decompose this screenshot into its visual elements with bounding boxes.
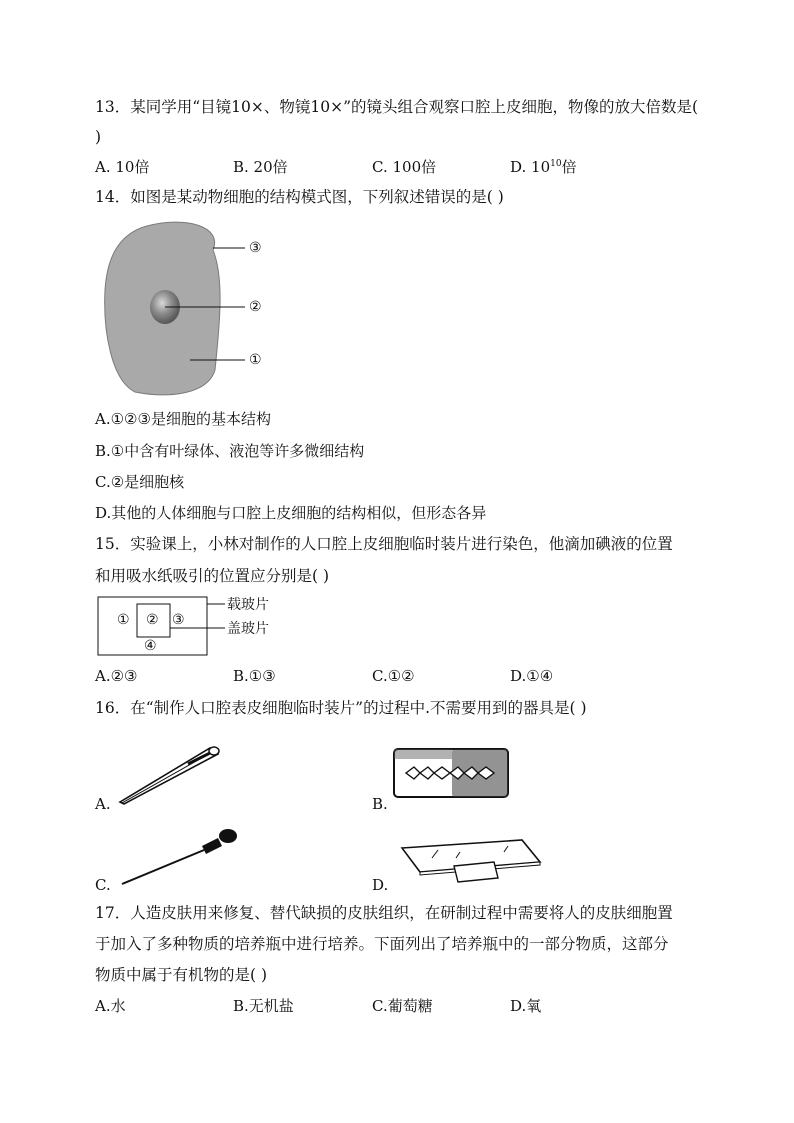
slide-coverslip-icon [398,836,546,888]
q13-option-a[interactable]: A. 10倍 [95,158,150,176]
q15-stem-line1: 15．实验课上，小林对制作的人口腔上皮细胞临时装片进行染色，他滴加碘液的位置 [95,535,673,553]
cell-label-1: ① [249,352,262,368]
q17-stem-line2: 于加入了多种物质的培养瓶中进行培养。下面列出了培养瓶中的一部分物质，这部分 [95,935,669,953]
q16-option-d[interactable]: D. [372,876,389,894]
q17-option-d[interactable]: D.氧 [510,997,542,1015]
q13-option-c[interactable]: C. 100倍 [372,158,437,176]
q17-stem-line3: 物质中属于有机物的是( ) [95,966,268,984]
q17-option-c[interactable]: C.葡萄糖 [372,997,433,1015]
tweezers-icon [118,742,223,804]
q16-option-b[interactable]: B. [372,795,388,813]
q13-option-d-prefix: D. 10 [510,158,551,176]
slide-position-2: ② [146,612,159,628]
q15-option-a[interactable]: A.②③ [95,667,138,685]
razor-blade-icon [392,746,512,801]
cell-label-3: ③ [249,240,262,256]
slide-position-1: ① [117,612,130,628]
q14-stem: 14．如图是某动物细胞的结构模式图，下列叙述错误的是( ) [95,188,504,206]
q14-option-b[interactable]: B.①中含有叶绿体、液泡等许多微细结构 [95,442,365,460]
q13-option-d-exponent: 10 [550,159,562,169]
q16-option-c[interactable]: C. [95,876,111,894]
q15-option-c[interactable]: C.①② [372,667,415,685]
q17-option-a[interactable]: A.水 [95,997,126,1015]
q14-option-a[interactable]: A.①②③是细胞的基本结构 [95,410,271,428]
q15-stem-line2: 和用吸水纸吸引的位置应分别是( ) [95,567,330,585]
dropper-icon [118,826,240,888]
q15-option-b[interactable]: B.①③ [233,667,276,685]
q14-option-d[interactable]: D.其他的人体细胞与口腔上皮细胞的结构相似，但形态各异 [95,504,487,522]
slide-position-4: ④ [144,638,157,654]
q13-option-d[interactable] [510,157,577,177]
cover-slip-label: 盖玻片 [227,621,269,637]
slide-label: 载玻片 [227,597,269,613]
q13-stem-line1: 13．某同学用“目镜10×、物镜10×”的镜头组合观察口腔上皮细胞，物像的放大倍数是( [95,98,699,116]
slide-position-3: ③ [172,612,185,628]
q13-stem-line2: ) [95,128,102,146]
q17-option-b[interactable]: B.无机盐 [233,997,294,1015]
q16-stem: 16．在“制作人口腔表皮细胞临时装片”的过程中.不需要用到的器具是( ) [95,699,587,717]
cell-label-2: ② [249,299,262,315]
q14-option-c[interactable]: C.②是细胞核 [95,473,185,491]
q17-stem-line1: 17．人造皮肤用来修复、替代缺损的皮肤组织，在研制过程中需要将人的皮肤细胞置 [95,904,673,922]
q13-option-b[interactable]: B. 20倍 [233,158,288,176]
q13-option-d-suffix: 倍 [561,158,577,176]
q16-option-a[interactable]: A. [95,795,111,813]
q15-option-d[interactable]: D.①④ [510,667,554,685]
